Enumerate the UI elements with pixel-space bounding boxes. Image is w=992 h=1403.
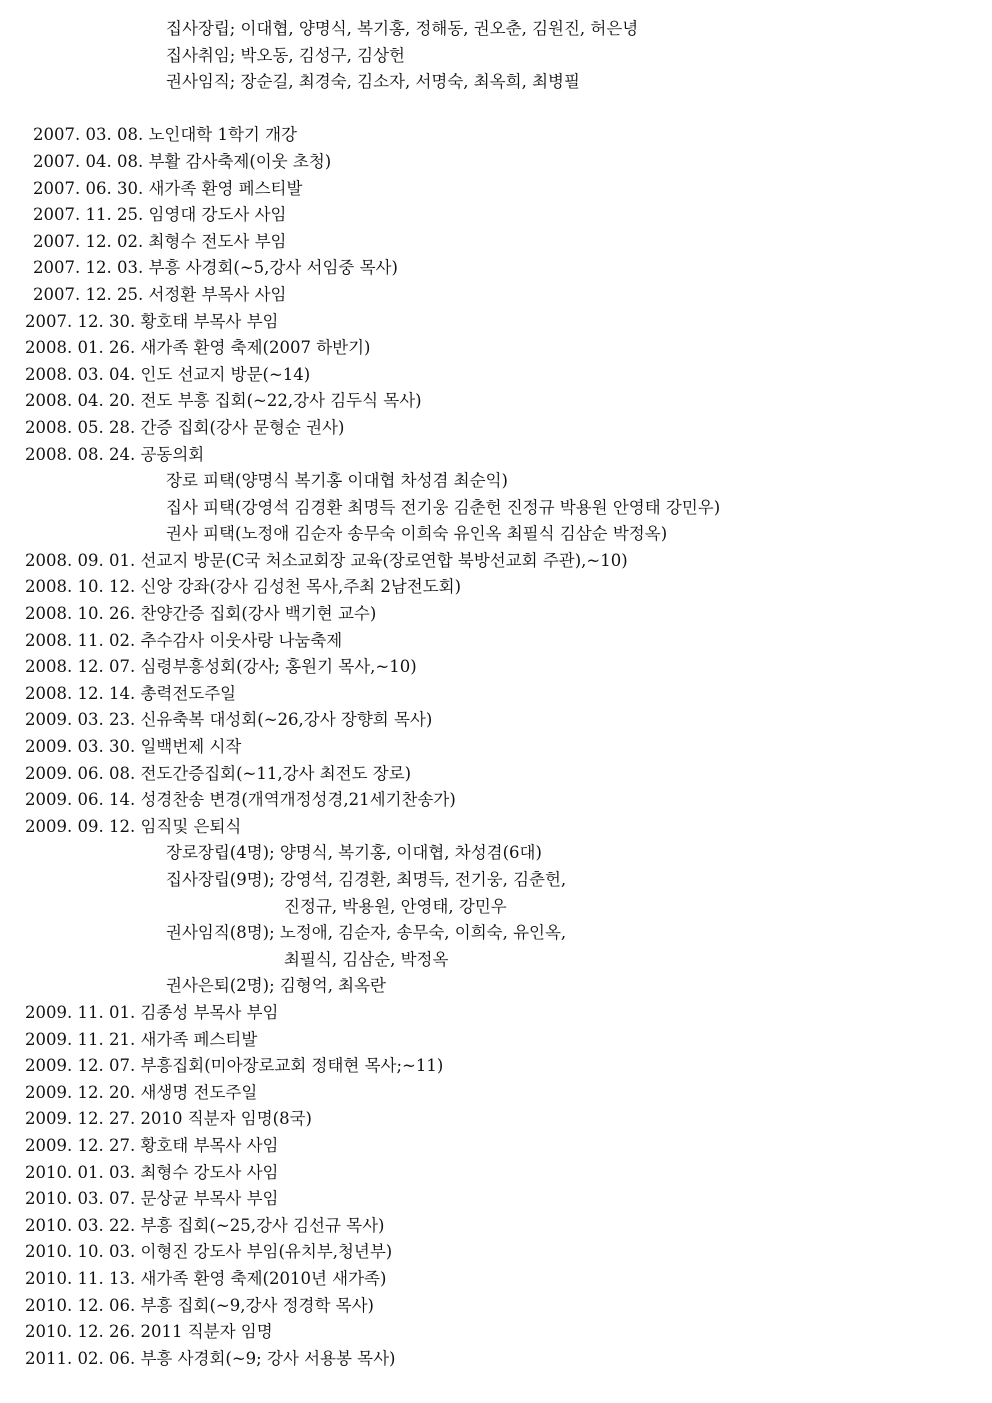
event-date: 2009. 06. 14. [25,790,136,810]
event-text: 부흥 집회(~9,강사 정경학 목사) [140,1295,374,1315]
blank-line [0,96,992,123]
event-row [0,282,992,309]
event-date: 2010. 10. 03. [25,1242,136,1262]
event-date: 2007. 12. 30. [25,311,136,331]
event-row [0,1293,992,1320]
event-text: 전도 부흥 집회(~22,강사 김두식 목사) [140,391,422,411]
event-row [0,1080,992,1107]
event-row [0,255,992,282]
ordination-deacons: 집사장립(9명); 강영석, 김경환, 최명득, 전기웅, 김춘헌, [166,870,567,889]
event-row [0,548,992,575]
ballot-line: 집사 피택(강영석 김경환 최명득 전기웅 김춘헌 진정규 박용원 안영태 강민우) [166,497,721,517]
event-text: 부흥 집회(~25,강사 김선규 목사) [140,1215,385,1235]
event-date: 2007. 06. 30. [33,178,144,198]
event-date: 2008. 10. 26. [25,604,136,624]
event-text: 일백번제 시작 [140,737,242,757]
event-row [0,1346,992,1373]
event-text: 새생명 전도주일 [140,1082,258,1102]
event-text: 선교지 방문(C국 처소교회장 교육(장로연합 북방선교회 주관),~10) [140,550,628,570]
event-row [0,1133,992,1160]
ballot-line: 장로 피택(양명식 복기홍 이대협 차성겸 최순익) [166,471,508,491]
event-text: 서정환 부목사 사임 [148,284,287,304]
ordination-deaconesses: 권사임직(8명); 노정애, 김순자, 송무숙, 이희숙, 유인옥, [166,923,567,943]
event-text: 찬양간증 집회(강사 백기현 교수) [140,604,377,624]
event-text: 2011 직분자 임명 [140,1322,273,1342]
event-text: 최형수 전도사 부임 [148,231,287,251]
event-row [0,1186,992,1213]
event-row [0,1106,992,1133]
event-text: 간증 집회(강사 문형순 권사) [140,417,345,437]
event-text: 공동의회 [140,444,205,464]
event-row [0,176,992,203]
event-row [0,1000,992,1027]
ordination-deaconesses-cont: 최필식, 김삼순, 박정옥 [284,949,449,969]
event-date: 2010. 12. 26. [25,1322,136,1342]
event-date: 2008. 01. 26. [25,338,136,358]
event-row [0,787,992,814]
event-date: 2007. 03. 08. [33,125,144,145]
event-date: 2010. 11. 13. [25,1268,136,1288]
ordination-deacons-cont: 진정규, 박용원, 안영태, 강민우 [284,896,507,916]
event-text: 신앙 강좌(강사 김성천 목사,주최 2남전도회) [140,577,462,597]
event-text: 황호태 부목사 사임 [140,1135,279,1155]
event-date: 2009. 06. 08. [25,763,136,783]
event-row [0,415,992,442]
ballot-line: 권사 피택(노정애 김순자 송무숙 이희숙 유인옥 최필식 김삼순 박정옥) [166,524,668,544]
event-date: 2009. 12. 07. [25,1056,136,1076]
event-text: 총력전도주일 [140,683,237,703]
event-text: 성경찬송 변경(개역개정성경,21세기찬송가) [140,790,456,810]
event-date: 2009. 11. 21. [25,1029,136,1049]
event-date: 2010. 12. 06. [25,1295,136,1315]
event-row [0,1319,992,1346]
event-text: 심령부흥성회(강사; 홍원기 목사,~10) [140,657,417,677]
event-date: 2009. 09. 12. [25,816,136,836]
event-text: 김종성 부목사 부임 [140,1002,279,1022]
event-row [0,654,992,681]
event-date: 2010. 03. 07. [25,1189,136,1209]
event-row [0,362,992,389]
event-text: 신유축복 대성회(~26,강사 장향희 목사) [140,710,433,730]
event-date: 2007. 11. 25. [33,205,144,225]
event-date: 2007. 12. 25. [33,284,144,304]
event-text: 부흥 사경회(~9; 강사 서용봉 목사) [140,1348,396,1368]
event-date: 2007. 12. 03. [33,258,144,278]
ordination-retired: 권사은퇴(2명); 김형억, 최옥란 [166,976,386,996]
event-text: 부활 감사축제(이웃 초청) [148,151,332,171]
event-text: 인도 선교지 방문(~14) [140,364,311,384]
event-date: 2009. 12. 20. [25,1082,136,1102]
event-text: 노인대학 1학기 개강 [148,125,297,145]
event-text: 새가족 환영 축제(2007 하반기) [140,338,371,358]
event-text: 부흥집회(미아장로교회 정태현 목사;~11) [140,1056,444,1076]
event-text: 새가족 환영 축제(2010년 새가족) [140,1268,387,1288]
event-row [0,1160,992,1187]
event-text: 이형진 강도사 부임(유치부,청년부) [140,1242,393,1262]
event-row [0,335,992,362]
event-date: 2008. 11. 02. [25,630,136,650]
event-date: 2007. 12. 02. [33,231,144,251]
event-row [0,1239,992,1266]
event-row [0,229,992,256]
header-line: 집사장립; 이대협, 양명식, 복기홍, 정해동, 권오춘, 김원진, 허은녕 [166,19,639,38]
event-date: 2010. 03. 22. [25,1215,136,1235]
event-row [0,442,992,469]
event-row [0,707,992,734]
event-date: 2008. 12. 14. [25,683,136,703]
event-date: 2008. 04. 20. [25,391,136,411]
event-row [0,814,992,841]
event-text: 임직및 은퇴식 [140,816,242,836]
event-row [0,122,992,149]
event-date: 2008. 08. 24. [25,444,136,464]
event-text: 2010 직분자 임명(8국) [140,1109,312,1129]
event-row [0,574,992,601]
event-date: 2008. 05. 28. [25,417,136,437]
event-text: 새가족 페스티발 [140,1029,258,1049]
event-row [0,202,992,229]
event-row [0,1213,992,1240]
event-date: 2008. 10. 12. [25,577,136,597]
event-date: 2009. 12. 27. [25,1109,136,1129]
event-text: 임영대 강도사 사임 [148,205,287,225]
event-date: 2009. 03. 23. [25,710,136,730]
ordination-elders: 장로장립(4명); 양명식, 복기홍, 이대협, 차성겸(6대) [166,843,542,863]
event-date: 2008. 09. 01. [25,550,136,570]
event-date: 2009. 12. 27. [25,1135,136,1155]
event-row [0,309,992,336]
event-date: 2007. 04. 08. [33,151,144,171]
event-text: 새가족 환영 페스티발 [148,178,303,198]
event-text: 문상균 부목사 부임 [140,1189,279,1209]
header-line: 권사임직; 장순길, 최경숙, 김소자, 서명숙, 최옥희, 최병필 [166,72,580,92]
event-row [0,149,992,176]
event-row [0,761,992,788]
event-row [0,1053,992,1080]
event-row [0,388,992,415]
event-text: 추수감사 이웃사랑 나눔축제 [140,630,343,650]
event-text: 황호태 부목사 부임 [140,311,279,331]
event-text: 부흥 사경회(~5,강사 서임중 목사) [148,258,398,278]
event-date: 2009. 11. 01. [25,1002,136,1022]
event-row [0,1266,992,1293]
event-date: 2008. 12. 07. [25,657,136,677]
header-line: 집사취임; 박오동, 김성구, 김상헌 [166,45,405,65]
event-row [0,681,992,708]
event-date: 2011. 02. 06. [25,1348,136,1368]
event-row [0,1027,992,1054]
event-date: 2008. 03. 04. [25,364,136,384]
event-row [0,734,992,761]
church-history-document [0,16,992,1372]
event-text: 최형수 강도사 사임 [140,1162,279,1182]
event-date: 2009. 03. 30. [25,737,136,757]
event-text: 전도간증집회(~11,강사 최전도 장로) [140,763,412,783]
event-row [0,601,992,628]
event-date: 2010. 01. 03. [25,1162,136,1182]
event-row [0,628,992,655]
